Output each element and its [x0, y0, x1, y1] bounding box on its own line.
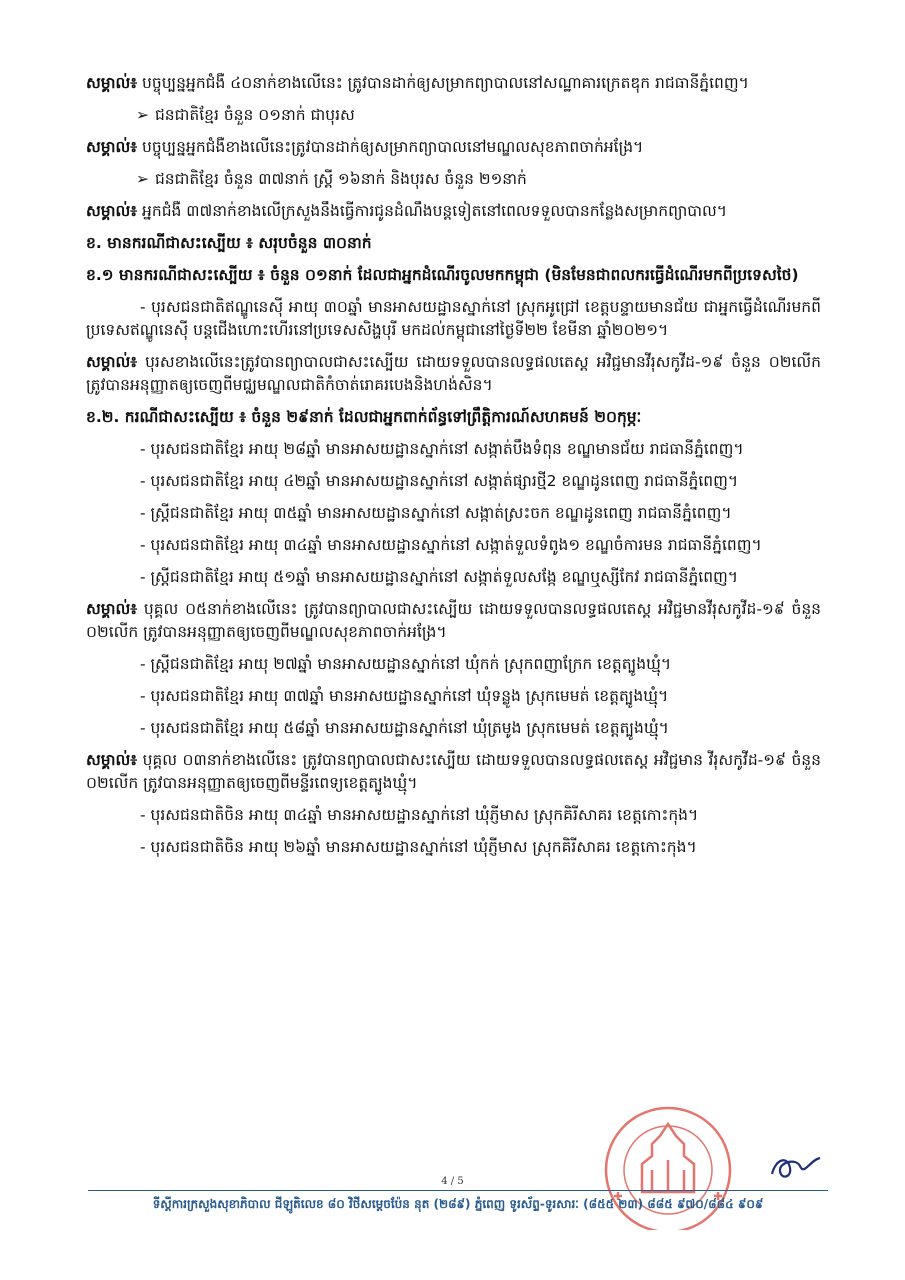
list-item: - បុរសជនជាតិចិន អាយុ ២៦ឆ្នាំ មានអាសយដ្ឋានស្នាក់នៅ ឃុំភ្ញីមាស ស្រុកគិរីសាគរ ខេត្តកោះកុង។	[140, 838, 697, 856]
note-text: បុគ្គល ០៣នាក់ខាងលើនេះ ត្រូវបានព្យាបាលជាសះស្បើយ ដោយទទួលបានលទ្ធផលតេស្ត អវិជ្ជមាន វីរុសកូវីដ-១៩ ចំនួន ០២លើក ត្រូវបានអនុញ្ញាតឲ្យចេញពីមន្ទីរពេទ្យខេត្តត្បូងឃ្មុំ។	[86, 751, 821, 792]
list-item: - ស្ត្រីជនជាតិខ្មែរ អាយុ ៣៥ឆ្នាំ មានអាសយដ្ឋានស្នាក់នៅ សង្កាត់ស្រះចក ខណ្ឌដូនពេញ រាជធានីភ្នំពេញ។	[140, 504, 732, 522]
note-paragraph-2	[86, 136, 821, 159]
list-item: - ស្ត្រីជនជាតិខ្មែរ អាយុ ៥១ឆ្នាំ មានអាសយដ្ឋានស្នាក់នៅ សង្កាត់ទួលសង្កែ ខណ្ឌឬស្សីកែវ រាជធានីភ្នំពេញ។	[140, 568, 739, 586]
note-text: អ្នកជំងឺ ៣៧នាក់ខាងលើក្រសួងនឹងធ្វើការជូនដំណឹងបន្តទៀតនៅពេលទទួលបានកន្លែងសម្រាកព្យាបាល។	[137, 202, 727, 220]
note-paragraph-5	[86, 598, 821, 644]
note-paragraph-6	[86, 749, 821, 795]
page-number: 4 / 5	[441, 1176, 464, 1187]
list-item: - បុរសជនជាតិខ្មែរ អាយុ ៣៤ឆ្នាំ មានអាសយដ្ឋានស្នាក់នៅ សង្កាត់ទួលទំពូង១ ខណ្ឌចំការមន រាជធានីភ្នំពេញ។	[140, 536, 762, 554]
section-heading-recovered: ខ. មានករណីជាសះស្បើយ ៖ សរុបចំនួន ៣០នាក់	[86, 234, 372, 252]
subsection-heading-1: ខ.១ មានករណីជាសះស្បើយ ៖ ចំនួន ០១នាក់ ដែលជាអ្នកដំណើរចូលមកកម្ពុជា (មិនមែនជាពលករធ្វើដំណើរមកពីប្រទេសថៃ)	[86, 266, 799, 284]
list-item: - បុរសជនជាតិខ្មែរ អាយុ ៥៨ឆ្នាំ មានអាសយដ្ឋានស្នាក់នៅ ឃុំត្រមូង ស្រុកមេមត់ ខេត្តត្បូងឃ្មុំ។	[140, 719, 669, 737]
bullet-item-2	[136, 168, 821, 191]
note-label: សម្គាល់៖	[86, 202, 138, 220]
subsection-heading-2: ខ.២. ករណីជាសះស្បើយ ៖ ចំនួន ២៩នាក់ ដែលជាអ្នកពាក់ព័ន្ធទៅព្រឹត្តិការណ៍សហគមន៍ ២០កុម្ភៈ	[86, 408, 642, 426]
note-label: សម្គាល់៖	[86, 353, 138, 371]
case-list-2	[86, 653, 821, 740]
case-list-3	[86, 804, 821, 859]
footer-address: ទីស្តីការក្រសួងសុខាភិបាល ជីឡូតិលេខ ៨០ វិថីសម្ដេចប៉ែន នុត (២៨៩) ភ្នំពេញ ទូរស័ព្ទ-ទូរសារៈ (៨៥៥ ២៣) ៨៨៥ ៩៧០/៨៨៤ ៩០៩	[152, 1197, 764, 1211]
note-label: សម្គាល់៖	[86, 138, 138, 156]
list-item: - បុរសជនជាតិខ្មែរ អាយុ ៣៧ឆ្នាំ មានអាសយដ្ឋានស្នាក់នៅ ឃុំទន្លូង ស្រុកមេមត់ ខេត្តត្បូងឃ្មុំ។	[140, 687, 669, 705]
bullet-item-1	[136, 104, 821, 127]
note-label: សម្គាល់៖	[86, 74, 138, 92]
list-item: - បុរសជនជាតិខ្មែរ អាយុ ៤២ឆ្នាំ មានអាសយដ្ឋានស្នាក់នៅ សង្កាត់ផ្សារថ្មី2 ខណ្ឌដូនពេញ រាជធានីភ្នំពេញ។	[140, 472, 739, 490]
list-item: - បុរសជនជាតិចិន អាយុ ៣៤ឆ្នាំ មានអាសយដ្ឋានស្នាក់នៅ ឃុំភ្ញីមាស ស្រុកគិរីសាគរ ខេត្តកោះកុង។	[140, 806, 699, 824]
note-label: សម្គាល់៖	[86, 600, 138, 618]
note-label: សម្គាល់៖	[86, 751, 138, 769]
arrow-bullet-icon: ➢	[136, 170, 149, 188]
note-paragraph-3	[86, 200, 821, 223]
list-item: - ស្ត្រីជនជាតិខ្មែរ អាយុ ២៧ឆ្នាំ មានអាសយដ្ឋានស្នាក់នៅ ឃុំកក់ ស្រុកពញាក្រែក ខេត្តត្បូងឃ្មុំ។	[140, 655, 672, 673]
document-body	[86, 72, 821, 868]
bullet-text: ជនជាតិខ្មែរ ចំនួន ០១នាក់ ជាបុរស	[154, 106, 355, 124]
arrow-bullet-icon: ➢	[136, 106, 149, 124]
bullet-text: ជនជាតិខ្មែរ ចំនួន ៣៧នាក់ ស្ត្រី ១៦នាក់ និងបុរស ចំនួន ២១នាក់	[154, 170, 527, 188]
footer-divider	[88, 1190, 828, 1191]
note-text: បច្ចុប្បន្នអ្នកជំងឺខាងលើនេះត្រូវបានដាក់ឲ្យសម្រាកព្យាបាលនៅមណ្ឌលសុខភាពចាក់អង្រែ។	[137, 138, 644, 156]
note-paragraph-4	[86, 351, 821, 397]
note-text: បុគ្គល ០៥នាក់ខាងលើនេះ ត្រូវបានព្យាបាលជាសះស្បើយ ដោយទទួលបានលទ្ធផលតេស្ត អវិជ្ជមានវីរុសកូវីដ-១៩ ចំនួន ០២លើក ត្រូវបានអនុញ្ញាតឲ្យចេញពីមណ្ឌលសុខភាពចាក់អង្រែ។	[86, 600, 821, 641]
case-list-1	[86, 438, 821, 589]
list-item: - បុរសជនជាតិខ្មែរ អាយុ ២៨ឆ្នាំ មានអាសយដ្ឋានស្នាក់នៅ សង្កាត់បឹងទំពុន ខណ្ឌមានជ័យ រាជធានីភ្នំពេញ។	[140, 440, 744, 458]
note-text: បុរសខាងលើនេះត្រូវបានព្យាបាលជាសះស្បើយ ដោយទទួលបានលទ្ធផលតេស្ត អវិជ្ជមានវីរុសកូវីដ-១៩ ចំនួន ០២លើក ត្រូវបានអនុញ្ញាតឲ្យចេញពីមជ្ឈមណ្ឌលជាតិកំចាត់រោគរបេងនិងហង់សិន។	[86, 353, 821, 394]
note-text: បច្ចុប្បន្នអ្នកជំងឺ ៤០នាក់ខាងលើនេះ ត្រូវបានដាក់ឲ្យសម្រាកព្យាបាលនៅសណ្ឋាគារក្រេតឌុក រាជធានីភ្នំពេញ។	[137, 74, 749, 92]
note-paragraph-1	[86, 72, 821, 95]
case-description: - បុរសជនជាតិឥណ្ឌូនេស៊ី អាយុ ៣០ឆ្នាំ មានអាសយដ្ឋានស្នាក់នៅ ស្រុកអូជ្រៅ ខេត្តបន្ទាយមានជ័យ ជាអ្នកធ្វើដំណើរមកពីប្រទេសឥណ្ឌូនេស៊ី បន្តជើងហោះហើរនៅប្រទេសសិង្ហបុរី មកដល់កម្ពុជានៅថ្ងៃទី២២ ខែមីនា ឆ្នាំ២០២១។	[86, 298, 821, 339]
